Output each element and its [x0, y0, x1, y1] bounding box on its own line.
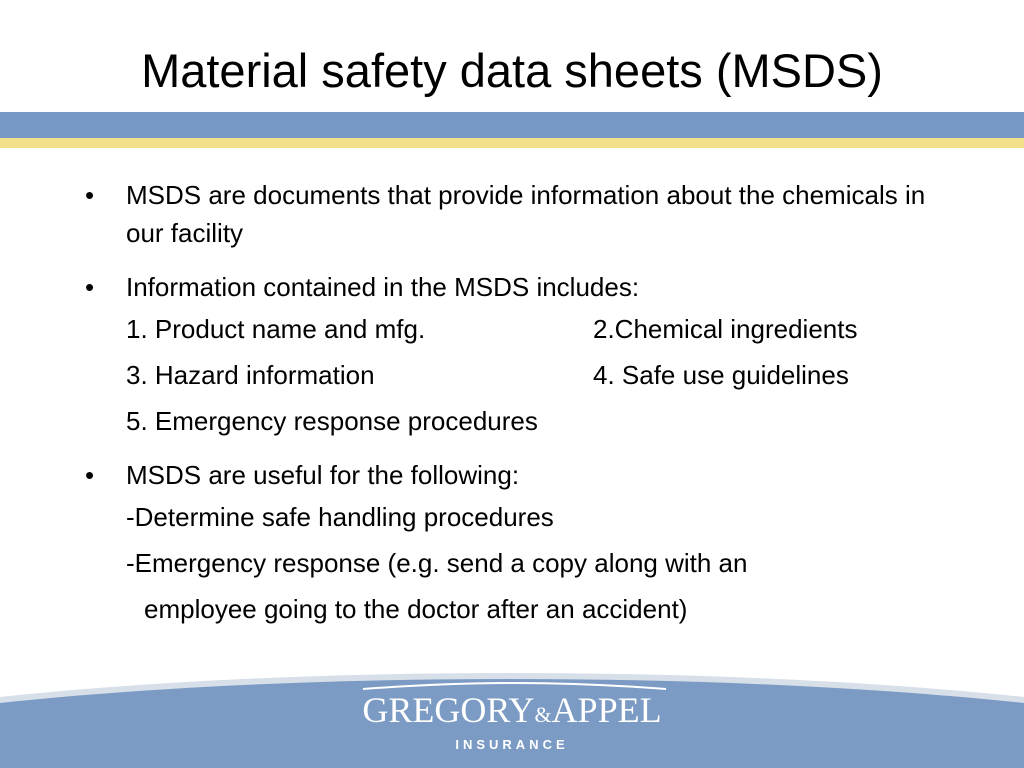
logo-insurance: INSURANCE — [455, 737, 569, 752]
logo-wordmark — [0, 688, 1024, 737]
header-band-blue — [0, 112, 1024, 138]
bullet-dot: • — [85, 460, 95, 490]
logo-word-gregory: GREGORY — [362, 690, 535, 730]
logo-ampersand: & — [534, 702, 552, 727]
bullet-text: MSDS are useful for the following: — [126, 460, 520, 490]
info-item-safe-use-guidelines: 4. Safe use guidelines — [593, 360, 849, 390]
header-band-yellow — [0, 138, 1024, 148]
bullet-msds-contents — [85, 268, 965, 306]
slide-title: Material safety data sheets (MSDS) — [141, 44, 883, 97]
info-item-hazard-information: 3. Hazard information — [126, 360, 375, 390]
slide-content — [85, 176, 965, 632]
info-row-3 — [85, 398, 965, 444]
logo-word-appel: APPEL — [551, 690, 662, 730]
bullet-text: Information contained in the MSDS includes: — [126, 272, 640, 302]
bullet-text: MSDS are documents that provide information about the chemicals in our facility — [126, 180, 926, 248]
bullet-msds-definition — [85, 176, 965, 252]
bullet-msds-uses — [85, 456, 965, 494]
info-item-chemical-ingredients: 2.Chemical ingredients — [593, 314, 858, 344]
info-item-emergency-response: 5. Emergency response procedures — [126, 406, 538, 436]
info-item-product-name: 1. Product name and mfg. — [126, 314, 426, 344]
bullet-dot: • — [85, 180, 95, 210]
use-item-emergency-line2: employee going to the doctor after an accident) — [144, 594, 688, 624]
bullet-dot: • — [85, 272, 95, 302]
use-item-safe-handling: -Determine safe handling procedures — [126, 502, 554, 532]
info-row-1 — [85, 306, 965, 352]
use-item-emergency-line1: -Emergency response (e.g. send a copy along with an — [126, 548, 748, 578]
info-row-2 — [85, 352, 965, 398]
